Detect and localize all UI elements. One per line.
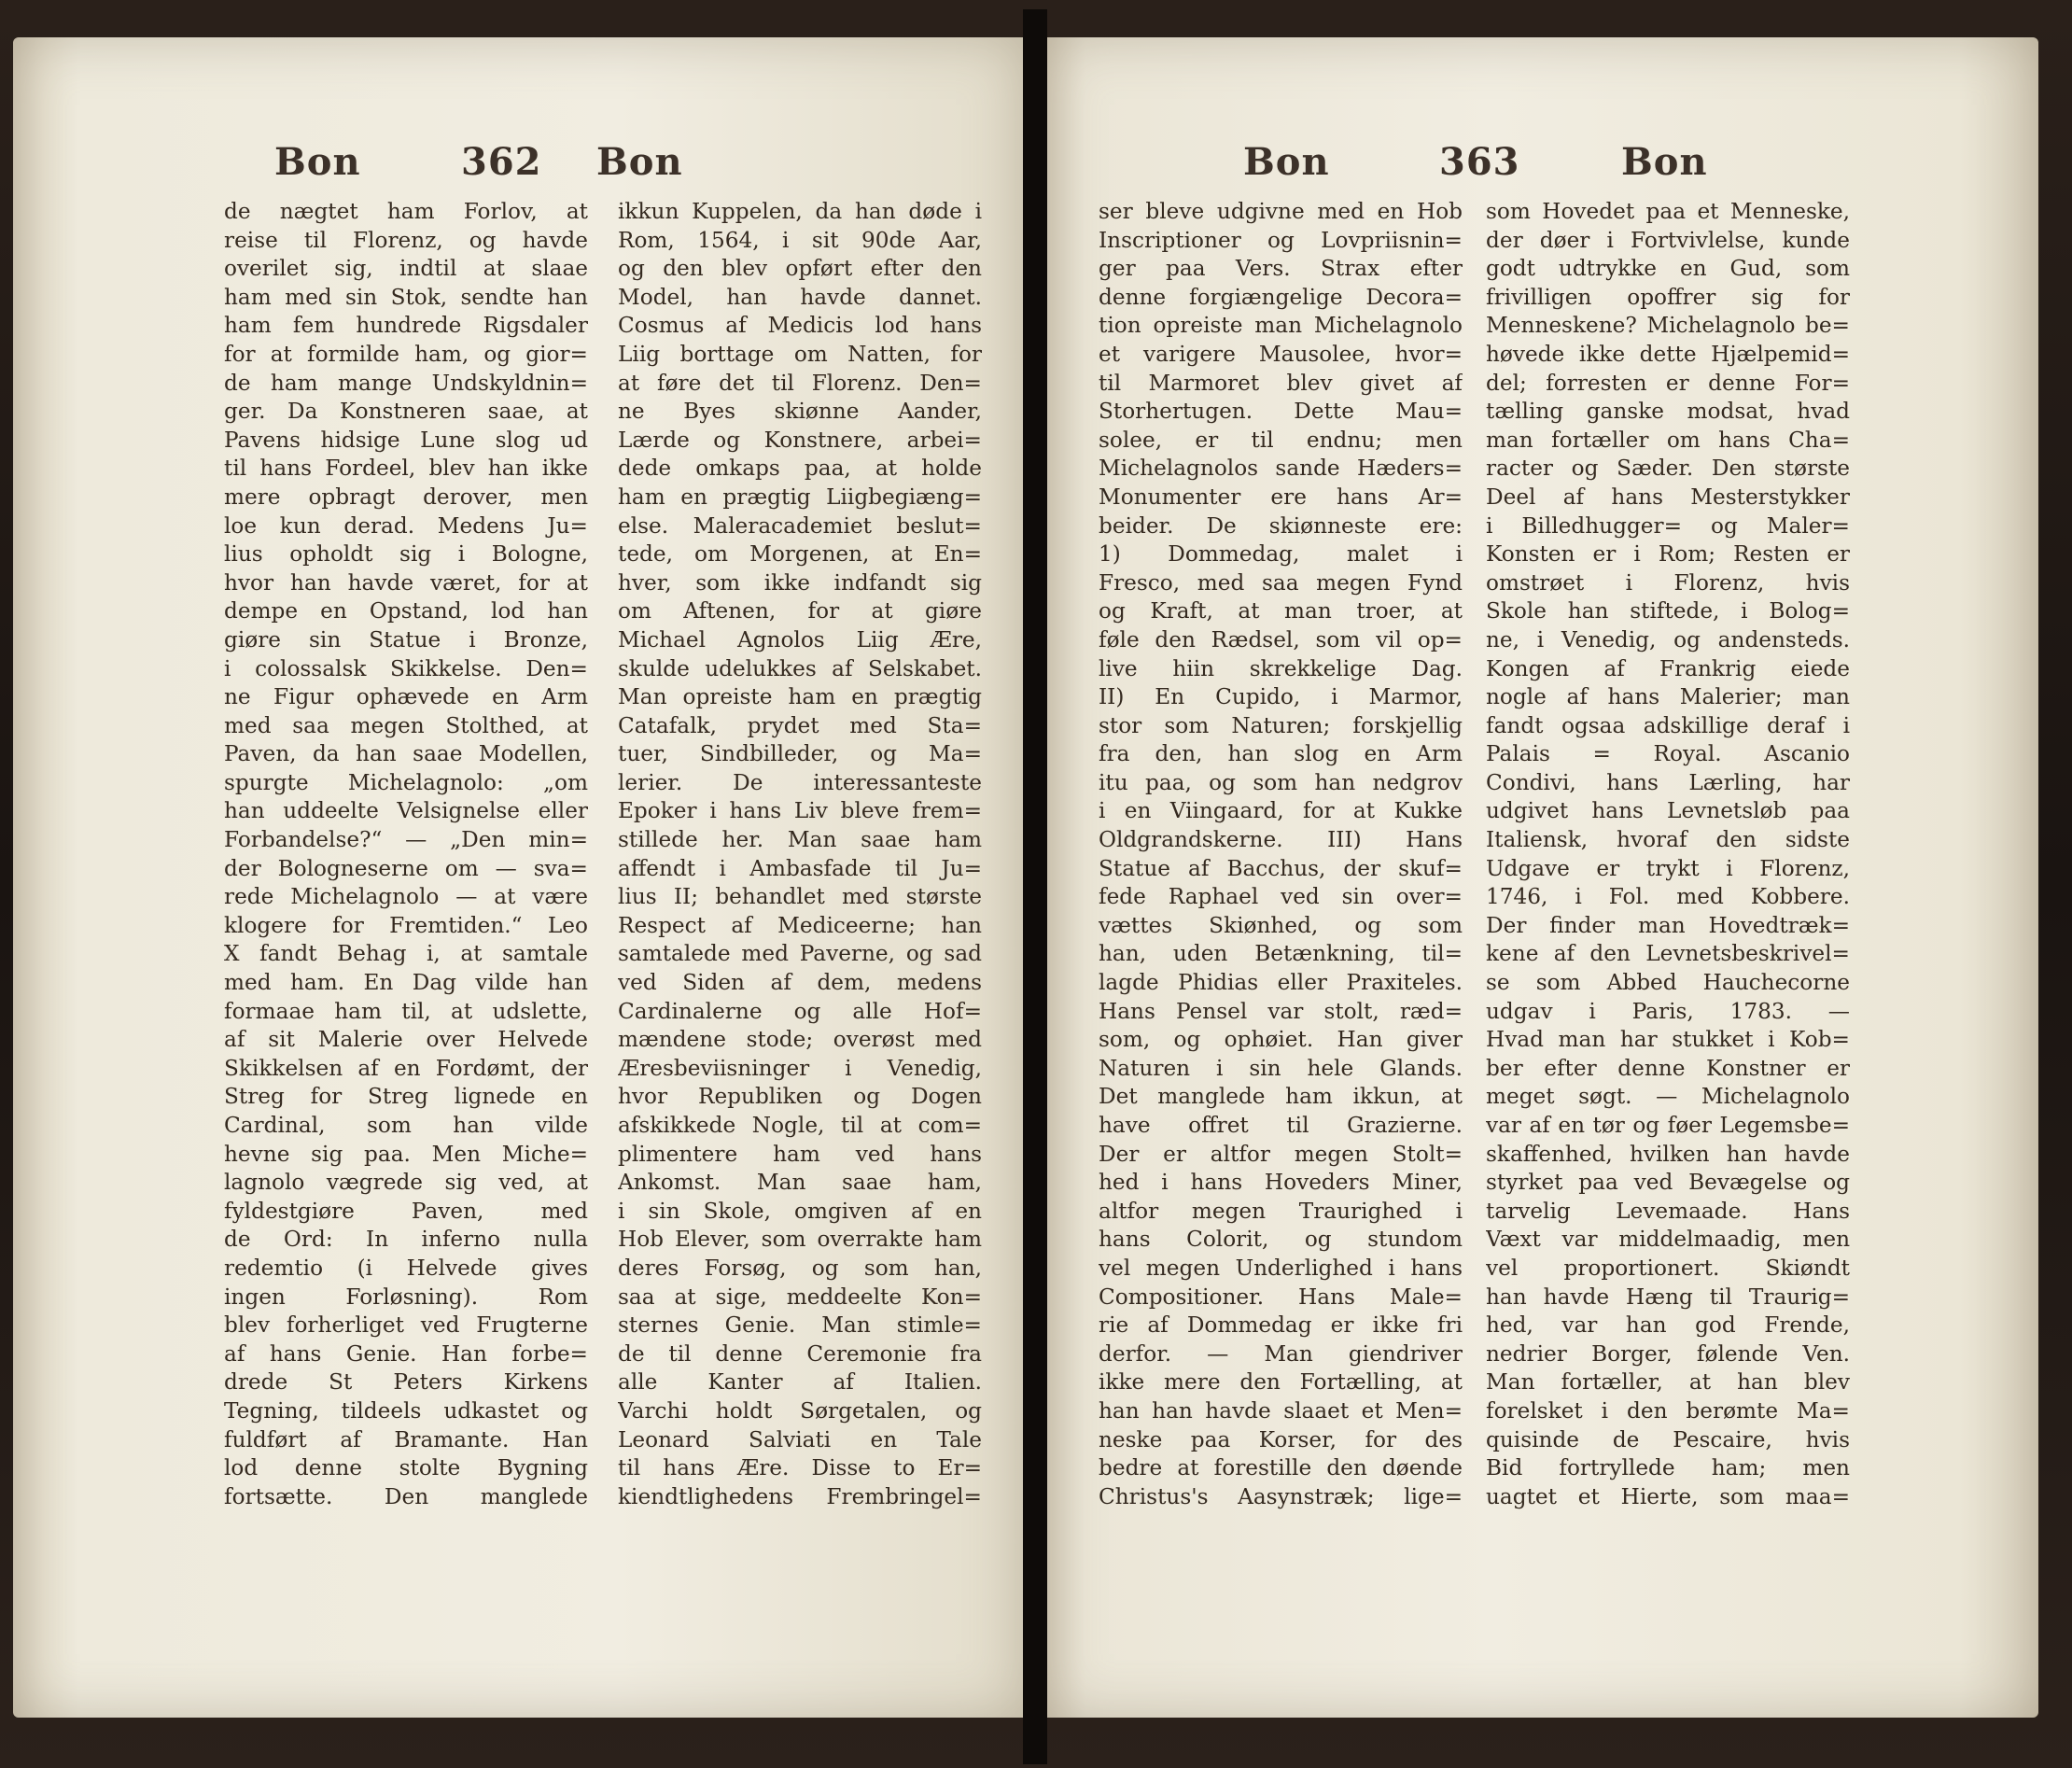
- text-line: Der finder man Hovedtræk=: [1486, 912, 1850, 938]
- page-number: 362: [461, 140, 542, 184]
- text-line: Fresco, med saa megen Fynd: [1099, 569, 1463, 596]
- text-line: Bid fortryllede ham; men: [1486, 1455, 1850, 1481]
- text-line: tuer, Sindbilleder, og Ma=: [618, 741, 982, 767]
- text-line: itu paa, og som han nedgrov: [1099, 769, 1463, 795]
- text-line: vel proportionert. Skiøndt: [1486, 1255, 1850, 1281]
- header-word-right: Bon: [596, 140, 683, 184]
- text-line: Condivi, hans Lærling, har: [1486, 769, 1850, 795]
- text-line: Statue af Bacchus, der skuf=: [1099, 855, 1463, 881]
- header-word-left: Bon: [274, 140, 361, 184]
- text-line: udgivet hans Levnetsløb paa: [1486, 798, 1850, 824]
- text-line: deres Forsøg, og som han,: [618, 1255, 982, 1281]
- book-gutter: [1023, 9, 1047, 1764]
- text-line: altfor megen Traurighed i: [1099, 1198, 1463, 1224]
- text-line: Der er altfor megen Stolt=: [1099, 1141, 1463, 1167]
- text-line: Cardinal, som han vilde: [224, 1113, 588, 1138]
- text-line: Storhertugen. Dette Mau=: [1099, 399, 1463, 425]
- text-column-2: [1486, 198, 1850, 1579]
- text-line: Pavens hidsige Lune slog ud: [224, 427, 588, 453]
- text-line: hevne sig paa. Men Miche=: [224, 1141, 588, 1167]
- text-line: Kongen af Frankrig eiede: [1486, 655, 1850, 681]
- text-column-1: [224, 198, 588, 1579]
- text-line: Varchi holdt Sørgetalen, og: [618, 1397, 982, 1424]
- text-line: et varigere Mausolee, hvor=: [1099, 341, 1463, 367]
- text-line: Hvad man har stukket i Kob=: [1486, 1027, 1850, 1053]
- text-line: stor som Naturen; forskjellig: [1099, 712, 1463, 738]
- text-line: 1) Dommedag, malet i: [1099, 541, 1463, 568]
- text-line: for at formilde ham, og gior=: [224, 341, 588, 367]
- text-line: var af en tør og føer Legemsbe=: [1486, 1113, 1850, 1138]
- text-line: reise til Florenz, og havde: [224, 227, 588, 253]
- text-line: ham med sin Stok, sendte han: [224, 284, 588, 310]
- text-line: Leonard Salviati en Tale: [618, 1426, 982, 1452]
- text-line: affendt i Ambasfade til Ju=: [618, 855, 982, 881]
- text-line: dede omkaps paa, at holde: [618, 456, 982, 482]
- text-line: Skole han stiftede, i Bolog=: [1486, 598, 1850, 624]
- text-line: ger. Da Konstneren saae, at: [224, 399, 588, 425]
- text-line: rede Michelagnolo — at være: [224, 884, 588, 910]
- text-line: hed i hans Hoveders Miner,: [1099, 1170, 1463, 1196]
- text-line: i sin Skole, omgiven af en: [618, 1198, 982, 1224]
- text-line: han, uden Betænkning, til=: [1099, 941, 1463, 967]
- text-line: Liig borttage om Natten, for: [618, 341, 982, 367]
- text-line: nedrier Borger, følende Ven.: [1486, 1340, 1850, 1367]
- text-line: formaae ham til, at udslette,: [224, 998, 588, 1024]
- page-number: 363: [1439, 140, 1520, 184]
- text-line: de ham mange Undskyldnin=: [224, 370, 588, 396]
- text-line: 1746, i Fol. med Kobbere.: [1486, 884, 1850, 910]
- text-line: denne forgiængelige Decora=: [1099, 284, 1463, 310]
- text-line: omstrøet i Florenz, hvis: [1486, 569, 1850, 596]
- text-line: Respect af Mediceerne; han: [618, 912, 982, 938]
- text-line: redemtio (i Helvede gives: [224, 1255, 588, 1281]
- text-line: han han havde slaaet et Men=: [1099, 1397, 1463, 1424]
- text-line: fede Raphael ved sin over=: [1099, 884, 1463, 910]
- text-line: tarvelig Levemaade. Hans: [1486, 1198, 1850, 1224]
- text-line: godt udtrykke en Gud, som: [1486, 256, 1850, 282]
- text-line: at føre det til Florenz. Den=: [618, 370, 982, 396]
- text-line: Lærde og Konstnere, arbei=: [618, 427, 982, 453]
- text-line: live hiin skrekkelige Dag.: [1099, 655, 1463, 681]
- text-line: Catafalk, prydet med Sta=: [618, 712, 982, 738]
- text-line: lius opholdt sig i Bologne,: [224, 541, 588, 568]
- text-line: høvede ikke dette Hjælpemid=: [1486, 341, 1850, 367]
- text-line: Naturen i sin hele Glands.: [1099, 1055, 1463, 1081]
- text-line: ham fem hundrede Rigsdaler: [224, 313, 588, 339]
- text-line: ved Siden af dem, medens: [618, 970, 982, 996]
- text-line: lerier. De interessanteste: [618, 769, 982, 795]
- text-line: Konsten er i Rom; Resten er: [1486, 541, 1850, 568]
- text-line: til Marmoret blev givet af: [1099, 370, 1463, 396]
- text-line: have offret til Grazierne.: [1099, 1113, 1463, 1138]
- text-line: vættes Skiønhed, og som: [1099, 912, 1463, 938]
- text-line: som Hovedet paa et Menneske,: [1486, 199, 1850, 224]
- text-line: quisinde de Pescaire, hvis: [1486, 1426, 1850, 1452]
- text-line: Forbandelse?“ — „Den min=: [224, 827, 588, 853]
- text-line: Model, han havde dannet.: [618, 284, 982, 310]
- text-line: Cosmus af Medicis lod hans: [618, 313, 982, 339]
- text-line: Ankomst. Man saae ham,: [618, 1170, 982, 1196]
- text-line: han havde Hæng til Traurig=: [1486, 1284, 1850, 1310]
- text-line: forelsket i den berømte Ma=: [1486, 1397, 1850, 1424]
- text-line: af hans Genie. Han forbe=: [224, 1340, 588, 1367]
- text-line: føle den Rædsel, som vil op=: [1099, 626, 1463, 652]
- text-line: Michelagnolos sande Hæders=: [1099, 456, 1463, 482]
- text-line: II) En Cupido, i Marmor,: [1099, 684, 1463, 710]
- text-line: Paven, da han saae Modellen,: [224, 741, 588, 767]
- text-line: hed, var han god Frende,: [1486, 1312, 1850, 1339]
- text-line: Oldgrandskerne. III) Hans: [1099, 827, 1463, 853]
- text-line: Rom, 1564, i sit 90de Aar,: [618, 227, 982, 253]
- text-line: stillede her. Man saae ham: [618, 827, 982, 853]
- text-line: Man fortæller, at han blev: [1486, 1369, 1850, 1396]
- text-line: de til denne Ceremonie fra: [618, 1340, 982, 1367]
- text-line: af sit Malerie over Helvede: [224, 1027, 588, 1053]
- text-line: Christus's Aasynstræk; lige=: [1099, 1483, 1463, 1509]
- text-line: tion opreiste man Michelagnolo: [1099, 313, 1463, 339]
- text-line: fortsætte. Den manglede: [224, 1483, 588, 1509]
- text-line: Væxt var middelmaadig, men: [1486, 1227, 1850, 1253]
- text-line: kiendtlighedens Frembringel=: [618, 1483, 982, 1509]
- text-line: lod denne stolte Bygning: [224, 1455, 588, 1481]
- text-line: else. Maleracademiet beslut=: [618, 512, 982, 539]
- text-line: giøre sin Statue i Bronze,: [224, 626, 588, 652]
- text-line: kene af den Levnetsbeskrivel=: [1486, 941, 1850, 967]
- text-line: ser bleve udgivne med en Hob: [1099, 199, 1463, 224]
- text-line: man fortæller om hans Cha=: [1486, 427, 1850, 453]
- text-line: Monumenter ere hans Ar=: [1099, 484, 1463, 510]
- text-line: neske paa Korser, for des: [1099, 1426, 1463, 1452]
- text-line: blev forherliget ved Frugterne: [224, 1312, 588, 1339]
- text-line: mændene stode; overøst med: [618, 1027, 982, 1053]
- text-line: Compositioner. Hans Male=: [1099, 1284, 1463, 1310]
- text-line: hver, som ikke indfandt sig: [618, 569, 982, 596]
- text-line: Cardinalerne og alle Hof=: [618, 998, 982, 1024]
- text-line: meget søgt. — Michelagnolo: [1486, 1084, 1850, 1110]
- text-line: lagde Phidias eller Praxiteles.: [1099, 970, 1463, 996]
- text-line: Tegning, tildeels udkastet og: [224, 1397, 588, 1424]
- text-line: samtalede med Paverne, og sad: [618, 941, 982, 967]
- text-line: fuldført af Bramante. Han: [224, 1426, 588, 1452]
- text-line: i Billedhugger= og Maler=: [1486, 512, 1850, 539]
- text-line: skulde udelukkes af Selskabet.: [618, 655, 982, 681]
- text-line: sternes Genie. Man stimle=: [618, 1312, 982, 1339]
- text-line: Inscriptioner og Lovpriisnin=: [1099, 227, 1463, 253]
- text-line: vel megen Underlighed i hans: [1099, 1255, 1463, 1281]
- text-line: Man opreiste ham en prægtig: [618, 684, 982, 710]
- text-line: i en Viingaard, for at Kukke: [1099, 798, 1463, 824]
- text-line: Udgave er trykt i Florenz,: [1486, 855, 1850, 881]
- text-line: hans Colorit, og stundom: [1099, 1227, 1463, 1253]
- header-word-right: Bon: [1621, 140, 1708, 184]
- text-line: styrket paa ved Bevægelse og: [1486, 1170, 1850, 1196]
- text-line: Streg for Streg lignede en: [224, 1084, 588, 1110]
- text-line: til hans Ære. Disse to Er=: [618, 1455, 982, 1481]
- text-line: solee, er til endnu; men: [1099, 427, 1463, 453]
- text-line: Æresbeviisninger i Venedig,: [618, 1055, 982, 1081]
- text-line: tede, om Morgenen, at En=: [618, 541, 982, 568]
- text-line: afskikkede Nogle, til at com=: [618, 1113, 982, 1138]
- text-line: de nægtet ham Forlov, at: [224, 199, 588, 224]
- text-line: spurgte Michelagnolo: „om: [224, 769, 588, 795]
- text-line: derfor. — Man giendriver: [1099, 1340, 1463, 1367]
- text-line: lius II; behandlet med største: [618, 884, 982, 910]
- text-line: ikke mere den Fortælling, at: [1099, 1369, 1463, 1396]
- text-line: Epoker i hans Liv bleve frem=: [618, 798, 982, 824]
- text-line: Skikkelsen af en Fordømt, der: [224, 1055, 588, 1081]
- text-line: tælling ganske modsat, hvad: [1486, 399, 1850, 425]
- text-line: Michael Agnolos Liig Ære,: [618, 626, 982, 652]
- text-line: saa at sige, meddeelte Kon=: [618, 1284, 982, 1310]
- text-line: om Aftenen, for at giøre: [618, 598, 982, 624]
- text-line: bedre at forestille den døende: [1099, 1455, 1463, 1481]
- text-line: beider. De skiønneste ere:: [1099, 512, 1463, 539]
- text-line: og den blev opført efter den: [618, 256, 982, 282]
- text-line: X fandt Behag i, at samtale: [224, 941, 588, 967]
- text-line: loe kun derad. Medens Ju=: [224, 512, 588, 539]
- text-line: del; forresten er denne For=: [1486, 370, 1850, 396]
- text-line: ne Figur ophævede en Arm: [224, 684, 588, 710]
- text-line: hvor Republiken og Dogen: [618, 1084, 982, 1110]
- text-line: Menneskene? Michelagnolo be=: [1486, 313, 1850, 339]
- text-line: rie af Dommedag er ikke fri: [1099, 1312, 1463, 1339]
- text-line: nogle af hans Malerier; man: [1486, 684, 1850, 710]
- text-line: Palais = Royal. Ascanio: [1486, 741, 1850, 767]
- text-line: mere opbragt derover, men: [224, 484, 588, 510]
- text-line: Italiensk, hvoraf den sidste: [1486, 827, 1850, 853]
- text-line: ne, i Venedig, og andensteds.: [1486, 626, 1850, 652]
- text-line: Hans Pensel var stolt, ræd=: [1099, 998, 1463, 1024]
- text-line: ingen Forløsning). Rom: [224, 1284, 588, 1310]
- text-line: racter og Sæder. Den største: [1486, 456, 1850, 482]
- right-page: [1047, 37, 2038, 1718]
- text-line: ger paa Vers. Strax efter: [1099, 256, 1463, 282]
- text-column-1: [1099, 198, 1463, 1579]
- text-line: der døer i Fortvivlelse, kunde: [1486, 227, 1850, 253]
- text-line: plimentere ham ved hans: [618, 1141, 982, 1167]
- header-word-left: Bon: [1243, 140, 1330, 184]
- text-line: klogere for Fremtiden.“ Leo: [224, 912, 588, 938]
- text-line: med ham. En Dag vilde han: [224, 970, 588, 996]
- text-line: i colossalsk Skikkelse. Den=: [224, 655, 588, 681]
- text-line: hvor han havde været, for at: [224, 569, 588, 596]
- text-line: ne Byes skiønne Aander,: [618, 399, 982, 425]
- text-line: lagnolo vægrede sig ved, at: [224, 1170, 588, 1196]
- text-line: dempe en Opstand, lod han: [224, 598, 588, 624]
- text-line: fandt ogsaa adskillige deraf i: [1486, 712, 1850, 738]
- text-column-2: [618, 198, 982, 1579]
- text-line: og Kraft, at man troer, at: [1099, 598, 1463, 624]
- text-line: ber efter denne Konstner er: [1486, 1055, 1850, 1081]
- text-line: alle Kanter af Italien.: [618, 1369, 982, 1396]
- text-line: han uddeelte Velsignelse eller: [224, 798, 588, 824]
- text-line: de Ord: In inferno nulla: [224, 1227, 588, 1253]
- text-line: overilet sig, indtil at slaae: [224, 256, 588, 282]
- text-line: drede St Peters Kirkens: [224, 1369, 588, 1396]
- text-line: med saa megen Stolthed, at: [224, 712, 588, 738]
- text-line: uagtet et Hierte, som maa=: [1486, 1483, 1850, 1509]
- text-line: skaffenhed, hvilken han havde: [1486, 1141, 1850, 1167]
- text-line: fyldestgiøre Paven, med: [224, 1198, 588, 1224]
- text-line: til hans Fordeel, blev han ikke: [224, 456, 588, 482]
- left-page: [13, 37, 1023, 1718]
- text-line: ikkun Kuppelen, da han døde i: [618, 199, 982, 224]
- text-line: som, og ophøiet. Han giver: [1099, 1027, 1463, 1053]
- text-line: ham en prægtig Liigbegiæng=: [618, 484, 982, 510]
- text-line: Det manglede ham ikkun, at: [1099, 1084, 1463, 1110]
- text-line: Hob Elever, som overrakte ham: [618, 1227, 982, 1253]
- text-line: udgav i Paris, 1783. —: [1486, 998, 1850, 1024]
- text-line: se som Abbed Hauchecorne: [1486, 970, 1850, 996]
- text-line: fra den, han slog en Arm: [1099, 741, 1463, 767]
- text-line: Deel af hans Mesterstykker: [1486, 484, 1850, 510]
- text-line: frivilligen opoffrer sig for: [1486, 284, 1850, 310]
- text-line: der Bologneserne om — sva=: [224, 855, 588, 881]
